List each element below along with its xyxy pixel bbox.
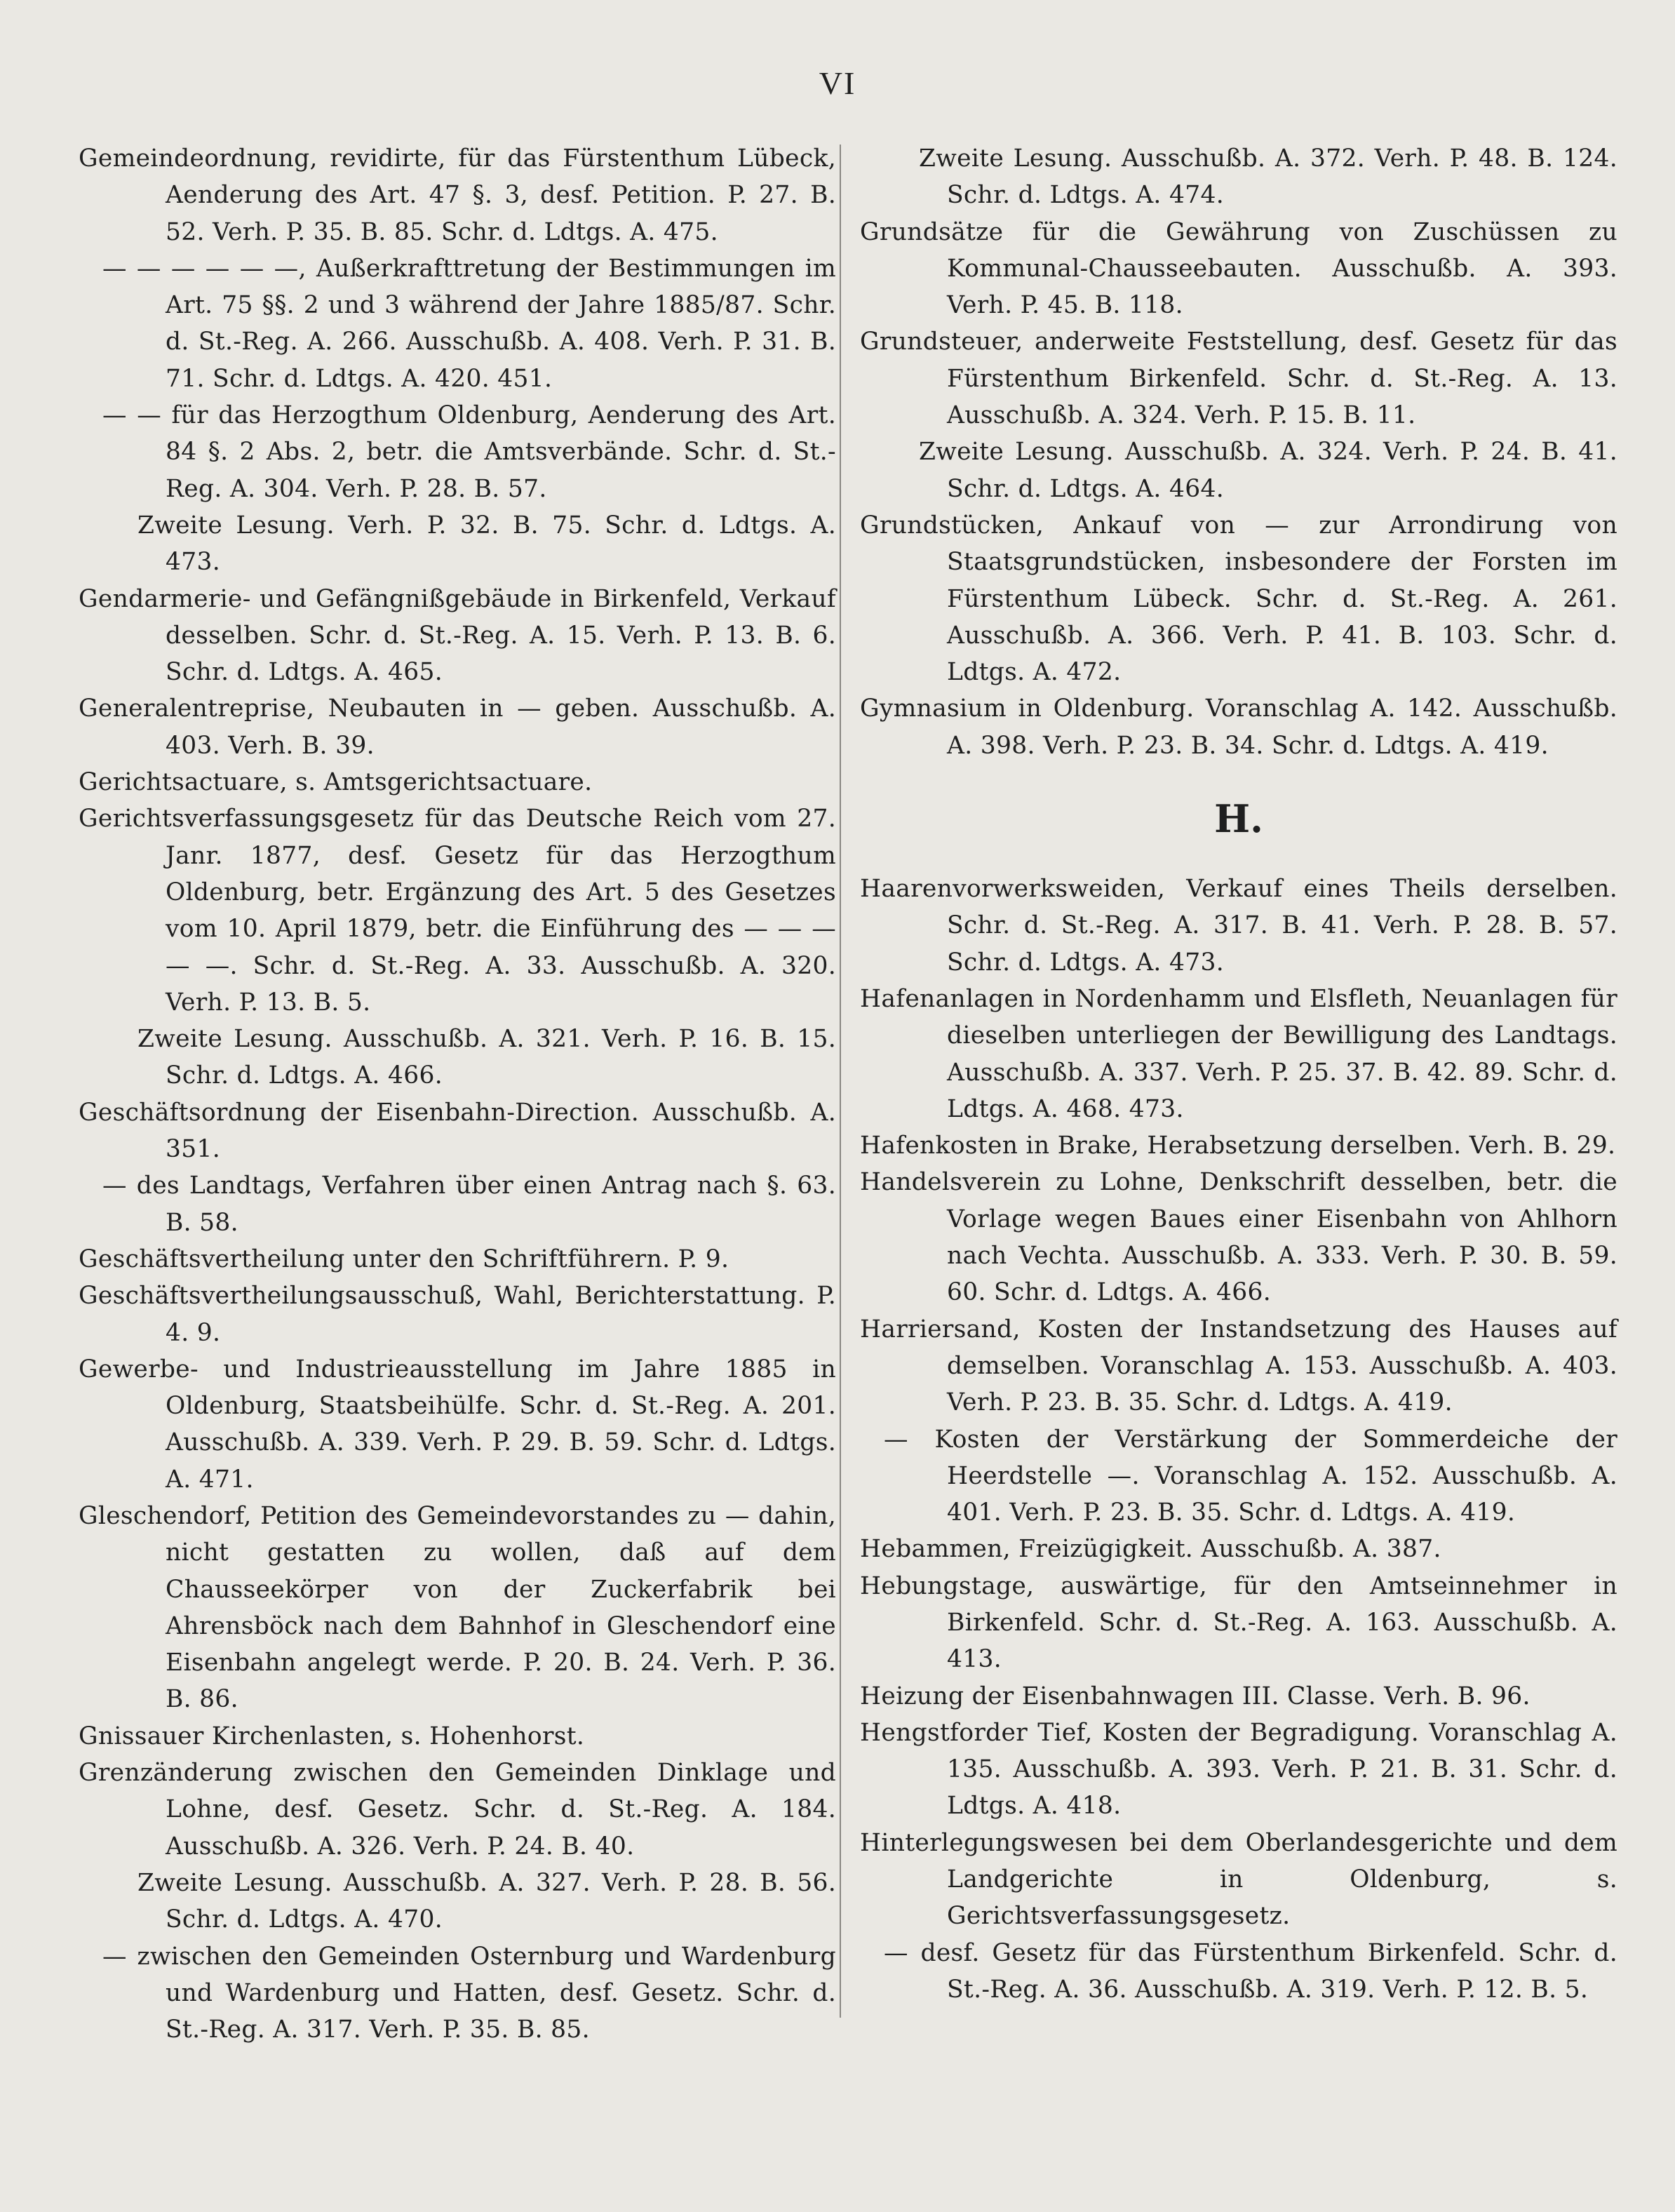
index-entry: Grundstücken, Ankauf von — zur Arrondirung von Staatsgrundstücken, insbesondere der Forsten im Fürstenthum Lübeck. Schr. d. St.-Reg. A. 261. Ausschußb. A. 366. Verh. P. 41. B. 103. Schr. d. Ldtgs. A. 472. <box>860 511 1617 687</box>
index-entry: Gleschendorf, Petition des Gemeindevorstandes zu — dahin, nicht gestatten zu wollen, daß auf dem Chausseekörper von der Zuckerfabrik bei Ahrensböck nach dem Bahnhof in Gleschendorf eine Eisenbahn angelegt werde. P. 20. B. 24. Verh. P. 36. B. 86. <box>79 1501 836 1714</box>
index-entry: Haarenvorwerksweiden, Verkauf eines Theils derselben. Schr. d. St.-Reg. A. 317. B. 41. Verh. P. 28. B. 57. Schr. d. Ldtgs. A. 473. <box>860 875 1617 977</box>
index-subentry: — desf. Gesetz für das Fürstenthum Birkenfeld. Schr. d. St.-Reg. A. 36. Ausschußb. A. 319. Verh. P. 12. B. 5. <box>884 1938 1617 2004</box>
index-entry: Hinterlegungswesen bei dem Oberlandesgerichte und dem Landgerichte in Oldenburg, s. Gerichtsverfassungsgesetz. <box>860 1828 1617 1931</box>
index-entry: Gnissauer Kirchenlasten, s. Hohenhorst. <box>79 1722 585 1750</box>
index-reading-entry: Zweite Lesung. Ausschußb. A. 324. Verh. P. 24. B. 41. Schr. d. Ldtgs. A. 464. <box>919 438 1617 503</box>
index-entry: Grenzänderung zwischen den Gemeinden Dinklage und Lohne, desf. Gesetz. Schr. d. St.-Reg. A. 184. Ausschußb. A. 326. Verh. P. 24. B. 40. <box>79 1759 836 1861</box>
column-divider <box>840 145 841 2018</box>
index-reading-entry: Zweite Lesung. Ausschußb. A. 321. Verh. P. 16. B. 15. Schr. d. Ldtgs. A. 466. <box>137 1025 836 1090</box>
index-entry: Geschäftsordnung der Eisenbahn-Direction. Ausschußb. A. 351. <box>79 1098 836 1164</box>
index-entry: Hafenkosten in Brake, Herabsetzung derselben. Verh. B. 29. <box>860 1132 1616 1160</box>
index-entry: Grundsätze für die Gewährung von Zuschüssen zu Kommunal-Chausseebauten. Ausschußb. A. 393. Verh. P. 45. B. 118. <box>860 217 1617 320</box>
index-entry: Harriersand, Kosten der Instandsetzung des Hauses auf demselben. Voranschlag A. 153. Ausschußb. A. 403. Verh. P. 23. B. 35. Schr. d. Ldtgs. A. 419. <box>860 1315 1617 1417</box>
index-entry: Gymnasium in Oldenburg. Voranschlag A. 142. Ausschußb. A. 398. Verh. P. 23. B. 34. Schr. d. Ldtgs. A. 419. <box>860 695 1617 760</box>
index-subentry: — — — — — —, Außerkrafttretung der Bestimmungen im Art. 75 §§. 2 und 3 während der Jahre 1885/87. Schr. d. St.-Reg. A. 266. Ausschußb. A. 408. Verh. P. 31. B. 71. Schr. d. Ldtgs. A. 420. 451. <box>102 254 836 393</box>
index-entry: Hafenanlagen in Nordenhamm und Elsfleth, Neuanlagen für dieselben unterliegen der Bewilligung des Landtags. Ausschußb. A. 337. Verh. P. 25. 37. B. 42. 89. Schr. d. Ldtgs. A. 468. 473. <box>860 984 1617 1123</box>
index-subentry: — zwischen den Gemeinden Osternburg und Wardenburg und Wardenburg und Hatten, desf. Gesetz. Schr. d. St.-Reg. A. 317. Verh. P. 35. B. 85. <box>102 1942 836 2044</box>
page-number: VI <box>819 65 856 101</box>
index-entry: Grundsteuer, anderweite Feststellung, desf. Gesetz für das Fürstenthum Birkenfeld. Schr. d. St.-Reg. A. 13. Ausschußb. A. 324. Verh. P. 15. B. 11. <box>860 328 1617 430</box>
index-reading-entry: Zweite Lesung. Ausschußb. A. 327. Verh. P. 28. B. 56. Schr. d. Ldtgs. A. 470. <box>137 1868 836 1934</box>
index-subentry: — — für das Herzogthum Oldenburg, Aenderung des Art. 84 §. 2 Abs. 2, betr. die Amtsverbände. Schr. d. St.-Reg. A. 304. Verh. P. 28. B. 57. <box>102 401 836 503</box>
index-entry: Gerichtsverfassungsgesetz für das Deutsche Reich vom 27. Janr. 1877, desf. Gesetz für das Herzogthum Oldenburg, betr. Ergänzung des Art. 5 des Gesetzes vom 10. April 1879, betr. die Einführung des — — — — —. Schr. d. St.-Reg. A. 33. Ausschußb. A. 320. Verh. P. 13. B. 5. <box>79 805 836 1017</box>
index-entry: Hengstforder Tief, Kosten der Begradigung. Voranschlag A. 135. Ausschußb. A. 393. Verh. P. 21. B. 31. Schr. d. Ldtgs. A. 418. <box>860 1718 1617 1821</box>
index-entry: Handelsverein zu Lohne, Denkschrift desselben, betr. die Vorlage wegen Baues einer Eisenbahn von Ahlhorn nach Vechta. Ausschußb. A. 333. Verh. P. 30. B. 59. 60. Schr. d. Ldtgs. A. 466. <box>860 1168 1617 1307</box>
index-entry: Geschäftsvertheilungsausschuß, Wahl, Berichterstattung. P. 4. 9. <box>79 1282 836 1347</box>
index-entry: Gerichtsactuare, s. Amtsgerichtsactuare. <box>79 768 593 797</box>
section-letter-heading: H. <box>1214 796 1263 842</box>
index-entry: Gemeindeordnung, revidirte, für das Fürstenthum Lübeck, Aenderung des Art. 47 §. 3, desf. Petition. P. 27. B. 52. Verh. P. 35. B. 85. Schr. d. Ldtgs. A. 475. <box>79 145 836 246</box>
index-entry: Gewerbe- und Industrieausstellung im Jahre 1885 in Oldenburg, Staatsbeihülfe. Schr. d. St.-Reg. A. 201. Ausschußb. A. 339. Verh. P. 29. B. 59. Schr. d. Ldtgs. A. 471. <box>79 1355 836 1494</box>
index-entry: Gendarmerie- und Gefängnißgebäude in Birkenfeld, Verkauf desselben. Schr. d. St.-Reg. A. 15. Verh. P. 13. B. 6. Schr. d. Ldtgs. A. 465. <box>79 584 836 687</box>
index-entry: Heizung der Eisenbahnwagen III. Classe. Verh. B. 96. <box>860 1682 1531 1710</box>
index-entry: Hebammen, Freizügigkeit. Ausschußb. A. 387. <box>860 1535 1441 1564</box>
index-reading-entry: Zweite Lesung. Ausschußb. A. 372. Verh. P. 48. B. 124. Schr. d. Ldtgs. A. 474. <box>919 145 1617 210</box>
index-subentry: — des Landtags, Verfahren über einen Antrag nach §. 63. B. 58. <box>102 1172 836 1237</box>
index-entry: Generalentreprise, Neubauten in — geben. Ausschußb. A. 403. Verh. B. 39. <box>79 695 836 760</box>
index-entry: Hebungstage, auswärtige, für den Amtseinnehmer in Birkenfeld. Schr. d. St.-Reg. A. 163. Ausschußb. A. 413. <box>860 1571 1617 1674</box>
index-entry: Geschäftsvertheilung unter den Schriftführern. P. 9. <box>79 1245 729 1273</box>
index-subentry: — Kosten der Verstärkung der Sommerdeiche der Heerdstelle —. Voranschlag A. 152. Ausschußb. A. 401. Verh. P. 23. B. 35. Schr. d. Ldtgs. A. 419. <box>884 1425 1617 1527</box>
index-column-left <box>79 140 836 2048</box>
index-reading-entry: Zweite Lesung. Verh. P. 32. B. 75. Schr. d. Ldtgs. A. 473. <box>137 511 836 577</box>
index-column-right <box>860 140 1617 2008</box>
